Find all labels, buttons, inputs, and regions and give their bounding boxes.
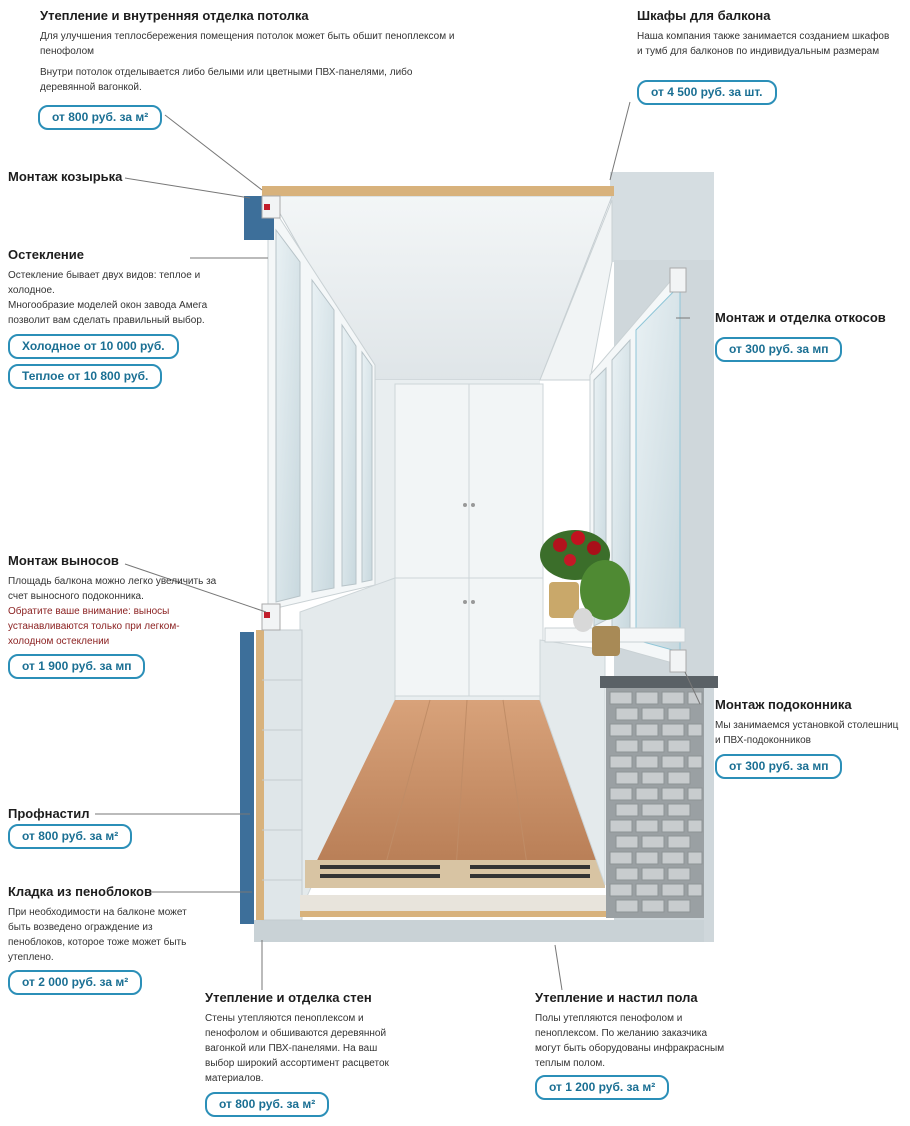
extensions-text: Площадь балкона можно легко увеличить за счет выносного подоконника. <box>8 576 217 602</box>
walls-title: Утепление и отделка стен <box>205 990 372 1005</box>
floor-block <box>535 990 735 1077</box>
profnastil-title: Профнастил <box>8 806 90 821</box>
extensions-price-button[interactable]: от 1 900 руб. за мп <box>8 654 145 679</box>
extensions-title: Монтаж выносов <box>8 553 119 568</box>
floor-text: Полы утепляются пенофолом и пеноплексом. По желанию заказчика могут быть оборудованы инфракрасным теплым полом. <box>535 1013 725 1069</box>
frame-seal-bottom <box>264 612 270 618</box>
canopy-block <box>8 169 122 190</box>
walls-price-button[interactable]: от 800 руб. за м² <box>205 1092 329 1117</box>
floor-title: Утепление и настил пола <box>535 990 698 1005</box>
ceiling-title: Утепление и внутренняя отделка потолка <box>40 8 309 23</box>
ceiling-insulation <box>262 186 614 196</box>
ceiling-block <box>40 8 470 101</box>
blocks-title: Кладка из пеноблоков <box>8 884 152 899</box>
cabinets-price-button[interactable]: от 4 500 руб. за шт. <box>637 80 777 105</box>
slopes-price-button[interactable]: от 300 руб. за мп <box>715 337 842 362</box>
profnastil-price-button[interactable]: от 800 руб. за м² <box>8 824 132 849</box>
cabinets-title: Шкафы для балкона <box>637 8 771 23</box>
cabinets-text: Наша компания также занимается созданием шкафов и тумб для балконов по индивидуальным размерам <box>637 31 890 57</box>
cabinets-block <box>637 8 897 65</box>
ceiling-price-button[interactable]: от 800 руб. за м² <box>38 105 162 130</box>
walls-text: Стены утепляются пеноплексом и пенофолом и обшиваются деревянной вагонкой или ПВХ-панелями. На ваш выбор широкий ассортимент расцветок материалов. <box>205 1013 389 1084</box>
frame-seal-top <box>264 204 270 210</box>
cabinet <box>395 384 543 696</box>
blocks-price-button[interactable]: от 2 000 руб. за м² <box>8 970 142 995</box>
sill-title: Монтаж подоконника <box>715 697 852 712</box>
frame-profile-right-bottom <box>670 650 686 672</box>
ceiling-text-2: Внутри потолок отделывается либо белыми или цветными ПВХ-панелями, либо деревянной вагонкой. <box>40 67 413 93</box>
sill-text: Мы занимаемся установкой столешниц и ПВХ-подоконников <box>715 720 899 746</box>
extensions-block <box>8 553 218 655</box>
blocks-block <box>8 884 203 971</box>
glazing-title: Остекление <box>8 247 84 262</box>
glazing-warm-price-button[interactable]: Теплое от 10 800 руб. <box>8 364 162 389</box>
foam-block-wall <box>600 676 718 918</box>
glazing-text: Остекление бывает двух видов: теплое и холодное. Многообразие моделей окон завода Амега позволит вам сделать правильный выбор. <box>8 270 208 326</box>
floor-price-button[interactable]: от 1 200 руб. за м² <box>535 1075 669 1100</box>
glazing-block <box>8 247 218 334</box>
blocks-text: При необходимости на балконе может быть возведено ограждение из пеноблоков, которое тоже может быть утеплено. <box>8 907 187 963</box>
extensions-warning: Обратите ваше внимание: выносы устанавливаются только при легком-холодном остеклении <box>8 606 180 647</box>
canopy-title: Монтаж козырька <box>8 169 123 184</box>
walls-block <box>205 990 405 1092</box>
sill-price-button[interactable]: от 300 руб. за мп <box>715 754 842 779</box>
glazing-cold-price-button[interactable]: Холодное от 10 000 руб. <box>8 334 179 359</box>
slopes-title: Монтаж и отделка откосов <box>715 310 886 325</box>
sill-block <box>715 697 905 754</box>
slopes-block <box>715 310 886 331</box>
ceiling-text-1: Для улучшения теплосбережения помещения потолок может быть обшит пеноплексом и пенофолом <box>40 31 455 57</box>
frame-profile-right-top <box>670 268 686 292</box>
